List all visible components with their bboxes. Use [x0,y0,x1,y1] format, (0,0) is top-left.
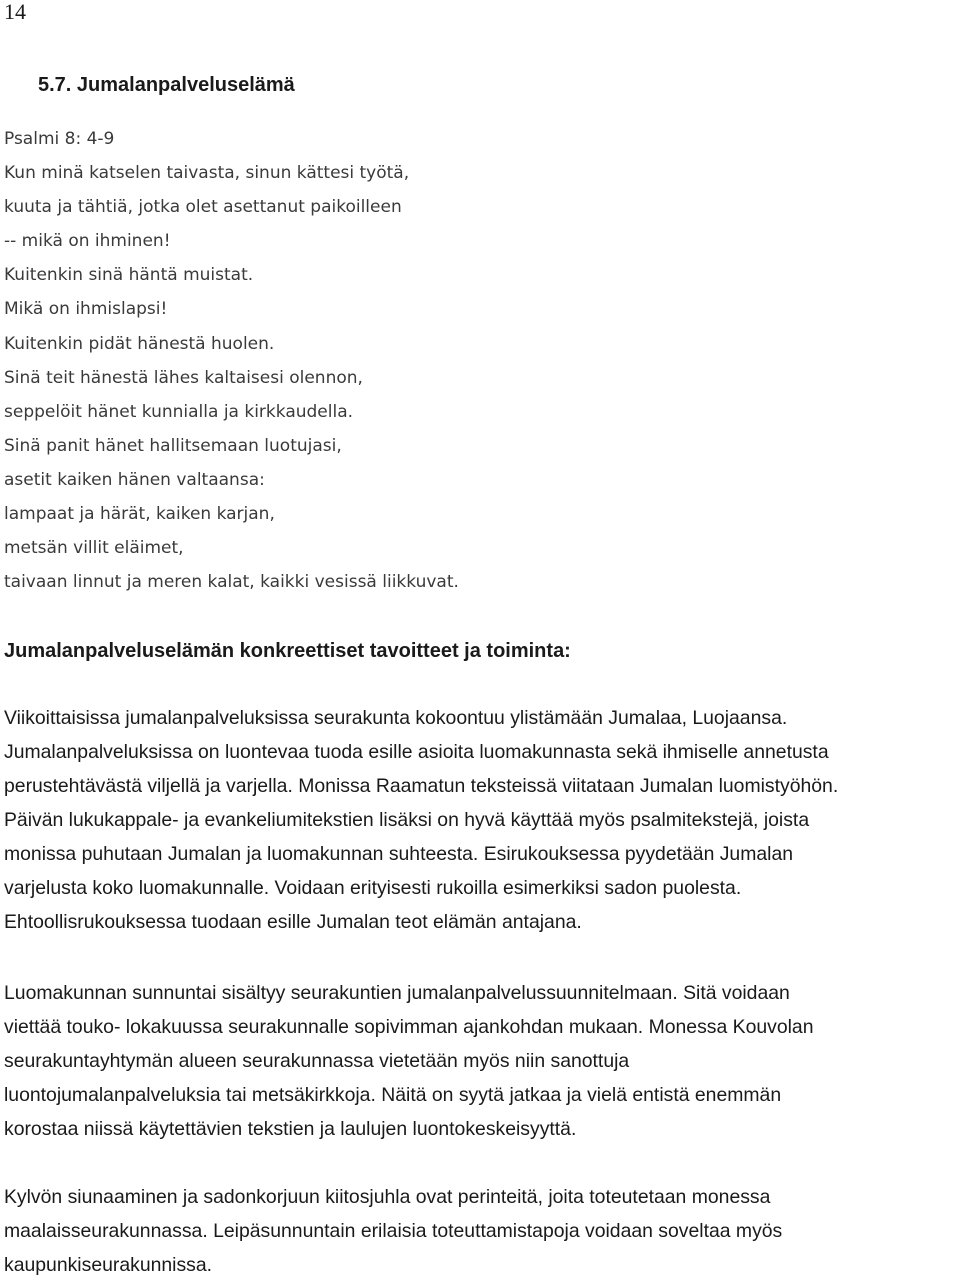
paragraph-line: Päivän lukukappale- ja evankeliumitekstien lisäksi on hyvä käyttää myös psalmitekstejä, joista [4,809,810,831]
psalm-line: kuuta ja tähtiä, jotka olet asettanut paikoilleen [4,197,402,218]
paragraph-line: maalaisseurakunnassa. Leipäsunnuntain erilaisia toteuttamistapoja voidaan soveltaa myös [4,1220,783,1242]
paragraph-creation-sunday [4,976,944,1146]
paragraph-line: Jumalanpalveluksissa on luontevaa tuoda esille asioita luomakunnasta sekä ihmiselle annetusta [4,741,829,763]
psalm-line: Sinä panit hänet hallitsemaan luotujasi, [4,435,342,456]
paragraph-line: korostaa niissä käytettävien tekstien ja laulujen luontokeskeisyyttä. [4,1118,577,1140]
paragraph-line: perustehtävästä viljellä ja varjella. Monissa Raamatun teksteissä viitataan Jumalan luomistyöhön. [4,775,839,797]
psalm-line: lampaat ja härät, kaiken karjan, [4,504,275,525]
psalm-quote [4,122,459,599]
psalm-line: Psalmi 8: 4-9 [4,129,115,149]
paragraph-weekly-services [4,701,944,939]
psalm-line: taivaan linnut ja meren kalat, kaikki vesissä liikkuvat. [4,572,459,593]
paragraph-line: varjelusta koko luomakunnalle. Voidaan erityisesti rukoilla esimerkiksi sadon puolesta. [4,877,742,899]
goals-subheading: Jumalanpalveluselämän konkreettiset tavoitteet ja toiminta: [4,640,571,662]
paragraph-line: Viikoittaisissa jumalanpalveluksissa seurakunta kokoontuu ylistämään Jumalaa, Luojaansa. [4,707,788,729]
psalm-line: asetit kaiken hänen valtaansa: [4,469,265,490]
paragraph-line: luontojumalanpalveluksia tai metsäkirkkoja. Näitä on syytä jatkaa ja vielä entistä enemmän [4,1084,782,1106]
psalm-line: metsän villit eläimet, [4,538,184,559]
psalm-line: Kuitenkin pidät hänestä huolen. [4,333,275,354]
paragraph-line: monissa puhutaan Jumalan ja luomakunnan suhteesta. Esirukouksessa pyydetään Jumalan [4,843,794,865]
psalm-line: Sinä teit hänestä lähes kaltaisesi olennon, [4,367,363,388]
page-number: 14 [4,0,26,24]
psalm-line: seppelöit hänet kunnialla ja kirkkaudella. [4,401,354,422]
psalm-line: Kun minä katselen taivasta, sinun kättesi työtä, [4,163,410,184]
psalm-line: Kuitenkin sinä häntä muistat. [4,265,254,286]
psalm-line: Mikä on ihmislapsi! [4,299,168,320]
psalm-line: -- mikä on ihminen! [4,231,171,252]
paragraph-line: Kylvön siunaaminen ja sadonkorjuun kiitosjuhla ovat perinteitä, joita toteutetaan monessa [4,1186,771,1208]
paragraph-line: Ehtoollisrukouksessa tuodaan esille Jumalan teot elämän antajana. [4,911,582,933]
paragraph-line: kaupunkiseurakunnissa. [4,1254,213,1276]
section-heading: 5.7. Jumalanpalveluselämä [38,74,295,96]
paragraph-harvest-traditions [4,1180,944,1282]
paragraph-line: viettää touko- lokakuussa seurakunnalle sopivimman ajankohdan mukaan. Monessa Kouvolan [4,1016,814,1038]
paragraph-line: seurakuntayhtymän alueen seurakunnassa vietetään myös niin sanottuja [4,1050,630,1072]
paragraph-line: Luomakunnan sunnuntai sisältyy seurakuntien jumalanpalvelussuunnitelmaan. Sitä voidaan [4,982,790,1004]
